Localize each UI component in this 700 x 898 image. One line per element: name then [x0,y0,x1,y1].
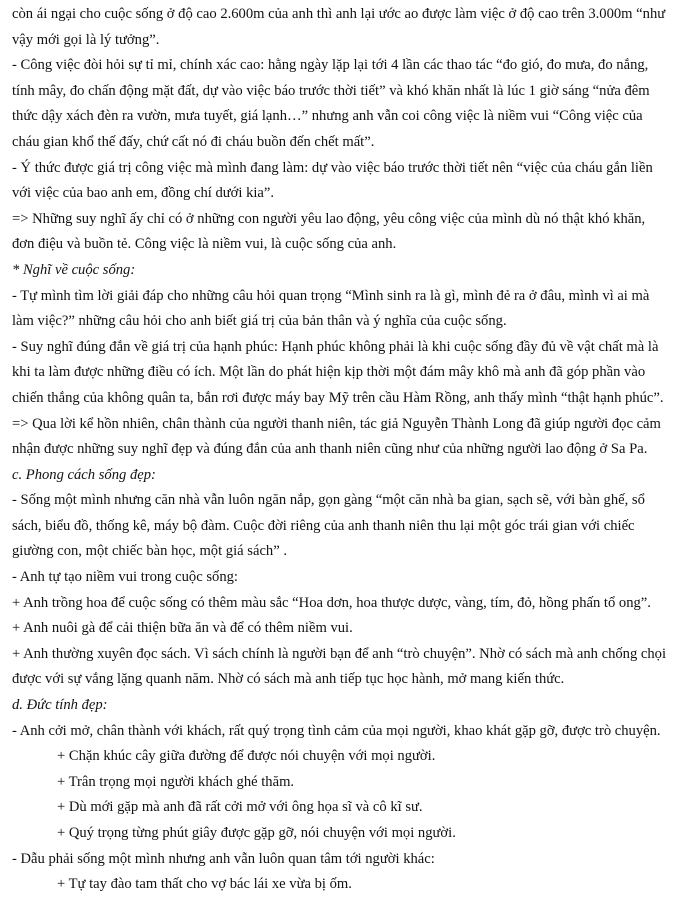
text-line: sách, biểu đồ, thống kê, máy bộ đàm. Cuộc đời riêng của anh thanh niên thu lại một góc trái gian với chiếc [12,517,635,534]
text-line: - Công việc đòi hỏi sự tỉ mỉ, chính xác cao: hằng ngày lặp lại tới 4 lần các thao tác “đo gió, đo mưa, đo nắng, [12,57,649,74]
text-line: - Anh cởi mở, chân thành với khách, rất quý trọng tình cảm của mọi người, khao khát gặp gỡ, được trò chuyện. [12,722,661,739]
text-line: - Sống một mình nhưng căn nhà vẫn luôn ngăn nắp, gọn gàng “một căn nhà ba gian, sạch sẽ, với bàn ghế, sổ [12,492,645,509]
text-line: nhận được những suy nghĩ đẹp và đúng đắn của anh thanh niên cũng như của những người lao động ở Sa Pa. [12,441,648,458]
text-line: + Dù mới gặp mà anh đã rất cởi mở với ông họa sĩ và cô kĩ sư. [57,799,423,816]
text-line: giường con, một chiếc bàn học, một giá sách” . [12,543,287,560]
text-line: + Quý trọng từng phút giây được gặp gỡ, nói chuyện với mọi người. [57,825,456,841]
text-line: đơn điệu và buồn tẻ. Công việc là niềm vui, là cuộc sống của anh. [12,236,397,253]
text-line: => Qua lời kể hồn nhiên, chân thành của người thanh niên, tác giả Nguyễn Thành Long đã giúp người đọc cảm [12,415,661,432]
text-body [12,2,688,898]
text-line: thức dậy xách đèn ra vườn, mưa tuyết, giá lạnh…” nhưng anh vẫn coi công việc là niềm vui “Công việc của [12,108,643,125]
text-line: làm việc?” những câu hỏi cho anh biết giá trị của bản thân và ý nghĩa của cuộc sống. [12,313,507,330]
text-line: - Suy nghĩ đúng đắn về giá trị của hạnh phúc: Hạnh phúc không phải là khi cuộc sống đầy đủ về vật chất mà là [12,338,659,355]
text-line: với việc của bao anh em, đồng chí dưới kia”. [12,185,275,202]
text-line: chiến thắng của không quân ta, bắn rơi được máy bay Mỹ trên cầu Hàm Rồng, anh thấy mình “thật hạnh phúc”. [12,389,664,406]
text-line: c. Phong cách sống đẹp: [12,466,156,483]
text-line: cháu gian khổ thế đấy, chứ cất nó đi cháu buồn đến chết mất”. [12,133,375,150]
text-line: - Dẫu phải sống một mình nhưng anh vẫn luôn quan tâm tới người khác: [12,850,435,867]
text-line: - Anh tự tạo niềm vui trong cuộc sống: [12,569,238,586]
text-line: - Ý thức được giá trị công việc mà mình đang làm: dự vào việc báo trước thời tiết nên “việc của cháu gắn liền [12,159,653,176]
text-line: + Trân trọng mọi người khách ghé thăm. [57,773,295,790]
text-line: khi ta làm được những điều có ích. Một lần do phát hiện kịp thời một đám mây khô mà anh đã góp phần vào [12,364,646,381]
text-line: - Tự mình tìm lời giải đáp cho những câu hỏi quan trọng “Mình sinh ra là gì, mình đẻ ra ở đâu, mình vì ai mà [12,287,650,304]
text-line: vậy mới gọi là lý tưởng”. [12,31,160,48]
text-line: + Anh thường xuyên đọc sách. Vì sách chính là người bạn để anh “trò chuyện”. Nhờ có sách mà anh chống chọi [12,645,667,662]
text-line: * Nghĩ về cuộc sống: [12,261,136,278]
text-line: d. Đức tính đẹp: [12,697,108,714]
text-line: tính mây, đo chấn động mặt đất, dự vào việc báo trước thời tiết” và khó khăn nhất là lúc 1 giờ sáng “nửa đêm [12,82,650,99]
text-line: => Những suy nghĩ ấy chỉ có ở những con người yêu lao động, yêu công việc của mình dù nó thật khó khăn, [12,210,646,227]
text-line: + Chặn khúc cây giữa đường để được nói chuyện với mọi người. [57,748,436,765]
text-line: + Anh nuôi gà để cải thiện bữa ăn và để có thêm niềm vui. [12,620,353,637]
text-line: + Anh trồng hoa để cuộc sống có thêm màu sắc “Hoa dơn, hoa thược dược, vàng, tím, đỏ, hồng phấn tổ ong”. [12,594,651,611]
text-line: còn ái ngại cho cuộc sống ở độ cao 2.600m của anh thì anh lại ước ao được làm việc ở độ cao trên 3.000m “như [12,6,666,22]
text-line: + Tự tay đào tam thất cho vợ bác lái xe vừa bị ốm. [57,876,352,893]
text-line: được với sự vắng lặng quanh năm. Nhờ có sách mà anh tiếp tục học hành, mở mang kiến thức. [12,671,565,688]
